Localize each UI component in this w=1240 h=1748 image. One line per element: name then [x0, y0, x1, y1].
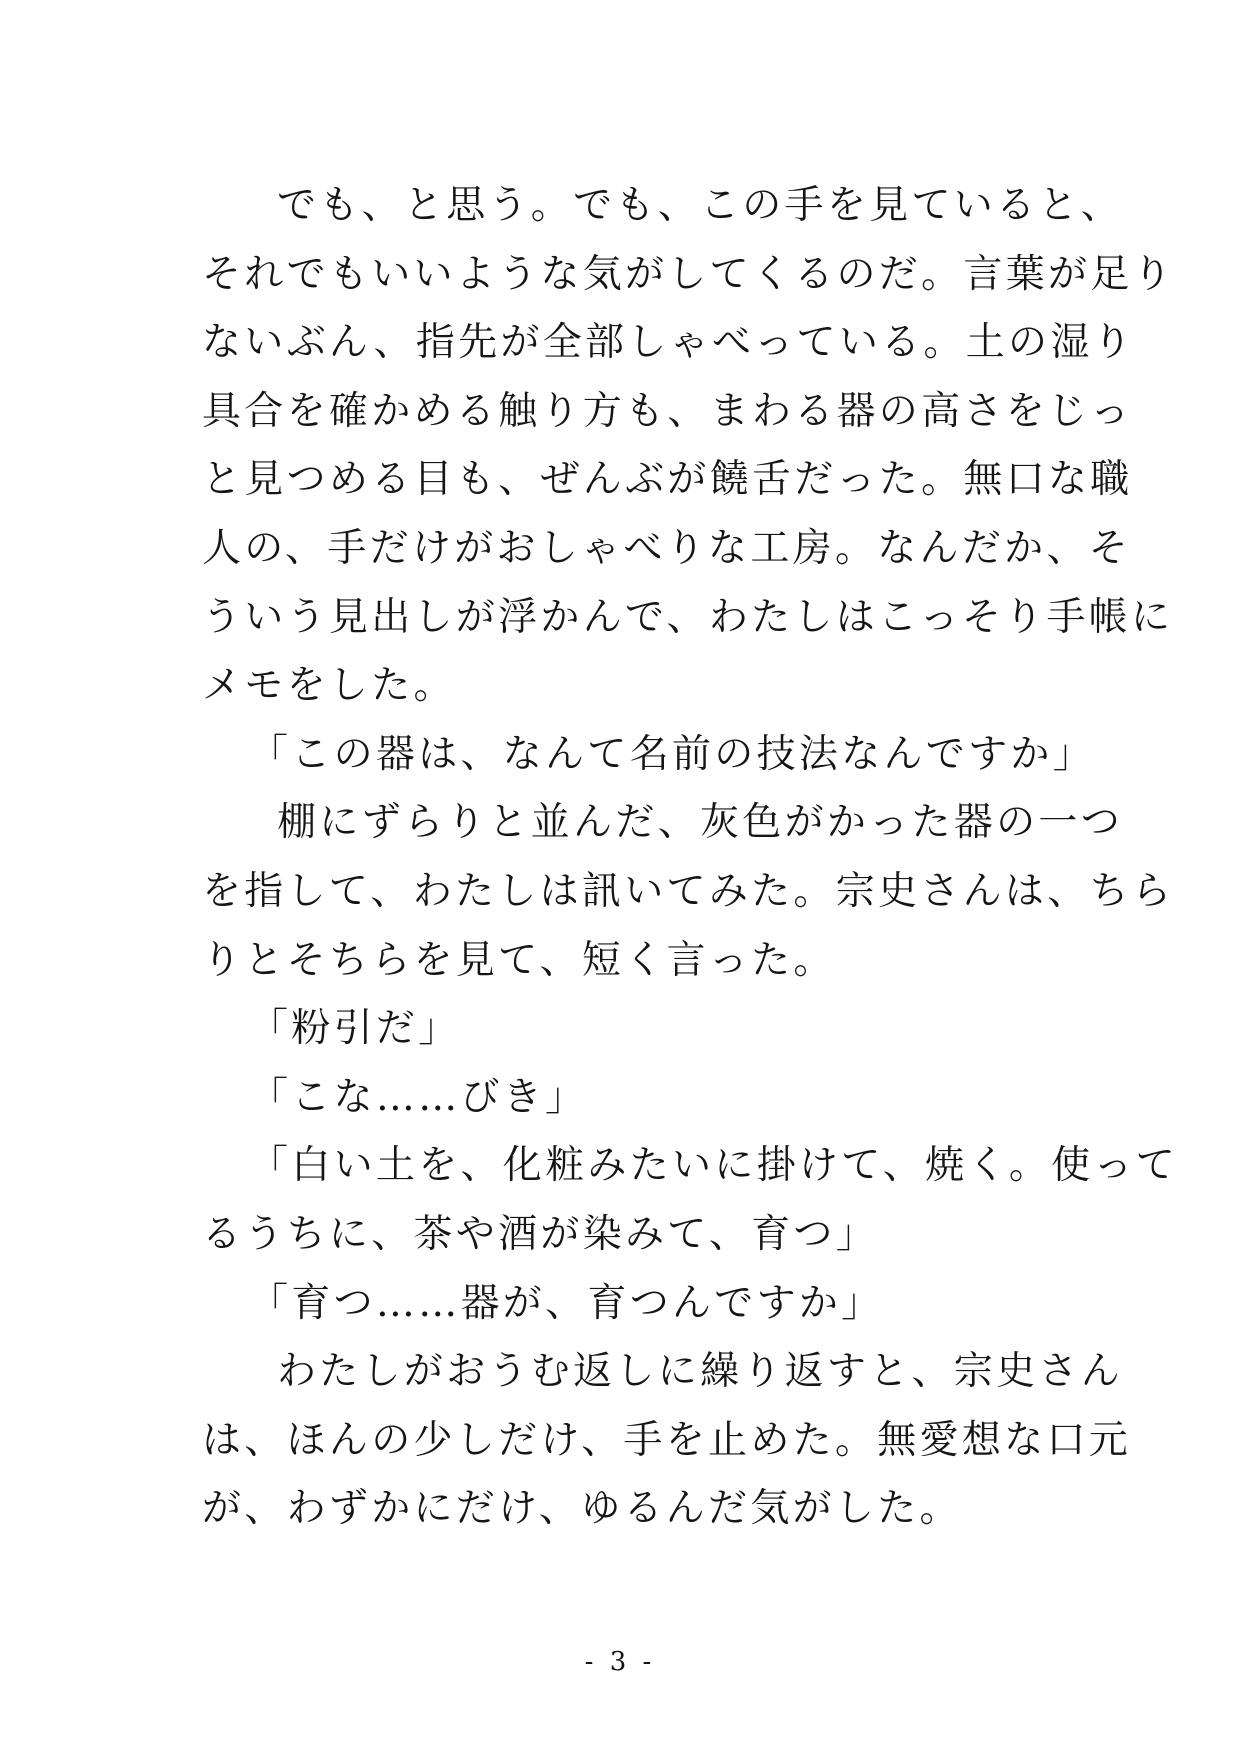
paragraph-line: は、ほんの少しだけ、手を止めた。無愛想な口元 [202, 1417, 1132, 1463]
dialogue-continuation-line: るうちに、茶や酒が染みて、育つ」 [202, 1211, 879, 1257]
paragraph-line: ういう見出しが浮かんで、わたしはこっそり手帳に [202, 594, 1174, 640]
paragraph-line: でも、と思う。でも、この手を見ていると、 [277, 183, 1124, 228]
paragraph-line: ないぶん、指先が全部しゃべっている。土の湿り [202, 320, 1135, 366]
dialogue-line: 「白い土を、化粧みたいに掛けて、焼く。使って [249, 1143, 1179, 1189]
dialogue-line: 「この器は、なんて名前の技法なんですか」 [249, 731, 1096, 777]
paragraph-line: 人の、手だけがおしゃべりな工房。なんだか、そ [202, 525, 1132, 571]
paragraph-line: それでもいいような気がしてくるのだ。言葉が足り [202, 251, 1175, 297]
paragraph-line: が、わずかにだけ、ゆるんだ気がした。 [202, 1486, 962, 1532]
paragraph-line: りとそちらを見て、短く言った。 [202, 937, 836, 983]
paragraph-line: メモをした。 [202, 663, 456, 709]
paragraph-line: わたしがおうむ返しに繰り返すと、宗史さん [277, 1349, 1124, 1395]
dialogue-line: 「こな……びき」 [249, 1074, 588, 1120]
paragraph-line: と見つめる目も、ぜんぶが饒舌だった。無口な職 [202, 457, 1133, 503]
body-text [202, 172, 1179, 1544]
paragraph-line: を指して、わたしは訊いてみた。宗史さんは、ちら [202, 868, 1175, 914]
page-number: - 3 - [584, 1647, 656, 1677]
dialogue-line: 「育つ……器が、育つんですか」 [249, 1280, 884, 1326]
paragraph-line: 具合を確かめる触り方も、まわる器の高さをじっ [202, 388, 1133, 434]
paragraph-line: 棚にずらりと並んだ、灰色がかった器の一つ [277, 800, 1124, 846]
dialogue-line: 「粉引だ」 [249, 1006, 461, 1052]
